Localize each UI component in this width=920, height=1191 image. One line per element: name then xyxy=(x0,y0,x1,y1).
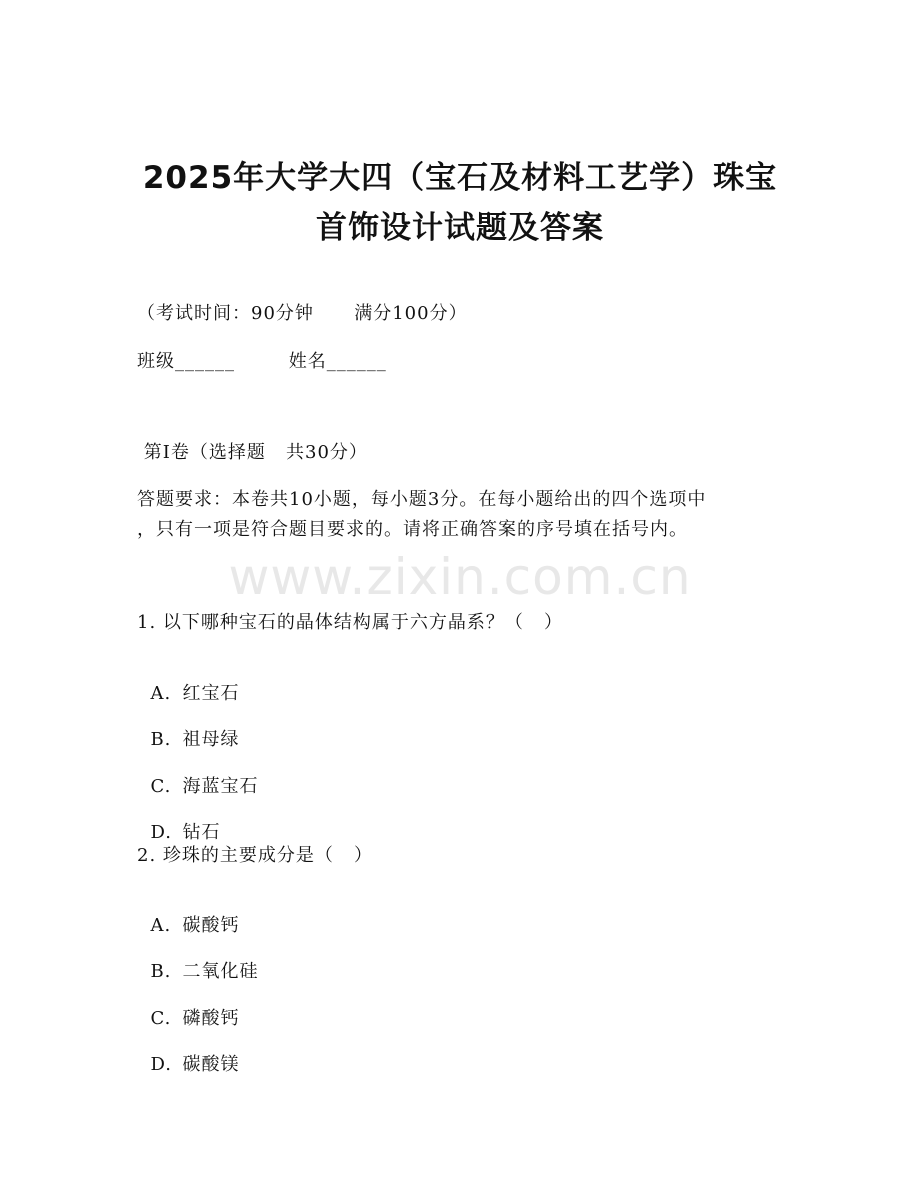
option-letter: C. xyxy=(150,1008,172,1029)
question-2-stem: 2. 珍珠的主要成分是（ ） xyxy=(137,845,374,866)
question-2-option-d xyxy=(137,1029,239,1077)
instructions-line-2: ，只有一项是符合题目要求的。请将正确答案的序号填在括号内。 xyxy=(137,519,688,540)
option-letter: B. xyxy=(150,729,172,750)
question-2-option-b xyxy=(137,936,258,984)
option-letter: D. xyxy=(150,1054,172,1075)
option-text: 二氧化硅 xyxy=(182,961,259,982)
option-letter: A. xyxy=(150,915,172,936)
option-letter: C. xyxy=(150,776,172,797)
class-name-line: 班级______ 姓名______ xyxy=(137,351,387,372)
section-header: 第I卷（选择题 共30分） xyxy=(137,442,368,463)
option-text: 碳酸钙 xyxy=(182,915,240,936)
option-text: 碳酸镁 xyxy=(182,1054,240,1075)
question-1-option-d xyxy=(137,797,220,845)
option-text: 海蓝宝石 xyxy=(182,776,259,797)
watermark: www.zixin.com.cn xyxy=(228,548,692,606)
document-title-line-2: 首饰设计试题及答案 xyxy=(316,210,604,246)
option-letter: D. xyxy=(150,822,172,843)
option-letter: A. xyxy=(150,683,172,704)
question-1-option-a xyxy=(137,658,239,706)
exam-info: （考试时间：90分钟 满分100分） xyxy=(137,303,468,324)
question-2-option-c xyxy=(137,983,239,1031)
option-text: 钻石 xyxy=(182,822,221,843)
option-text: 磷酸钙 xyxy=(182,1008,240,1029)
option-text: 红宝石 xyxy=(182,683,240,704)
question-2-option-a xyxy=(137,890,239,938)
option-letter: B. xyxy=(150,961,172,982)
option-text: 祖母绿 xyxy=(182,729,240,750)
question-1-stem: 1. 以下哪种宝石的晶体结构属于六方晶系？（ ） xyxy=(137,612,564,633)
question-1-option-c xyxy=(137,751,258,799)
document-title-line-1: 2025年大学大四（宝石及材料工艺学）珠宝 xyxy=(142,160,778,196)
instructions-line-1: 答题要求：本卷共10小题，每小题3分。在每小题给出的四个选项中 xyxy=(137,489,707,510)
question-1-option-b xyxy=(137,704,239,752)
